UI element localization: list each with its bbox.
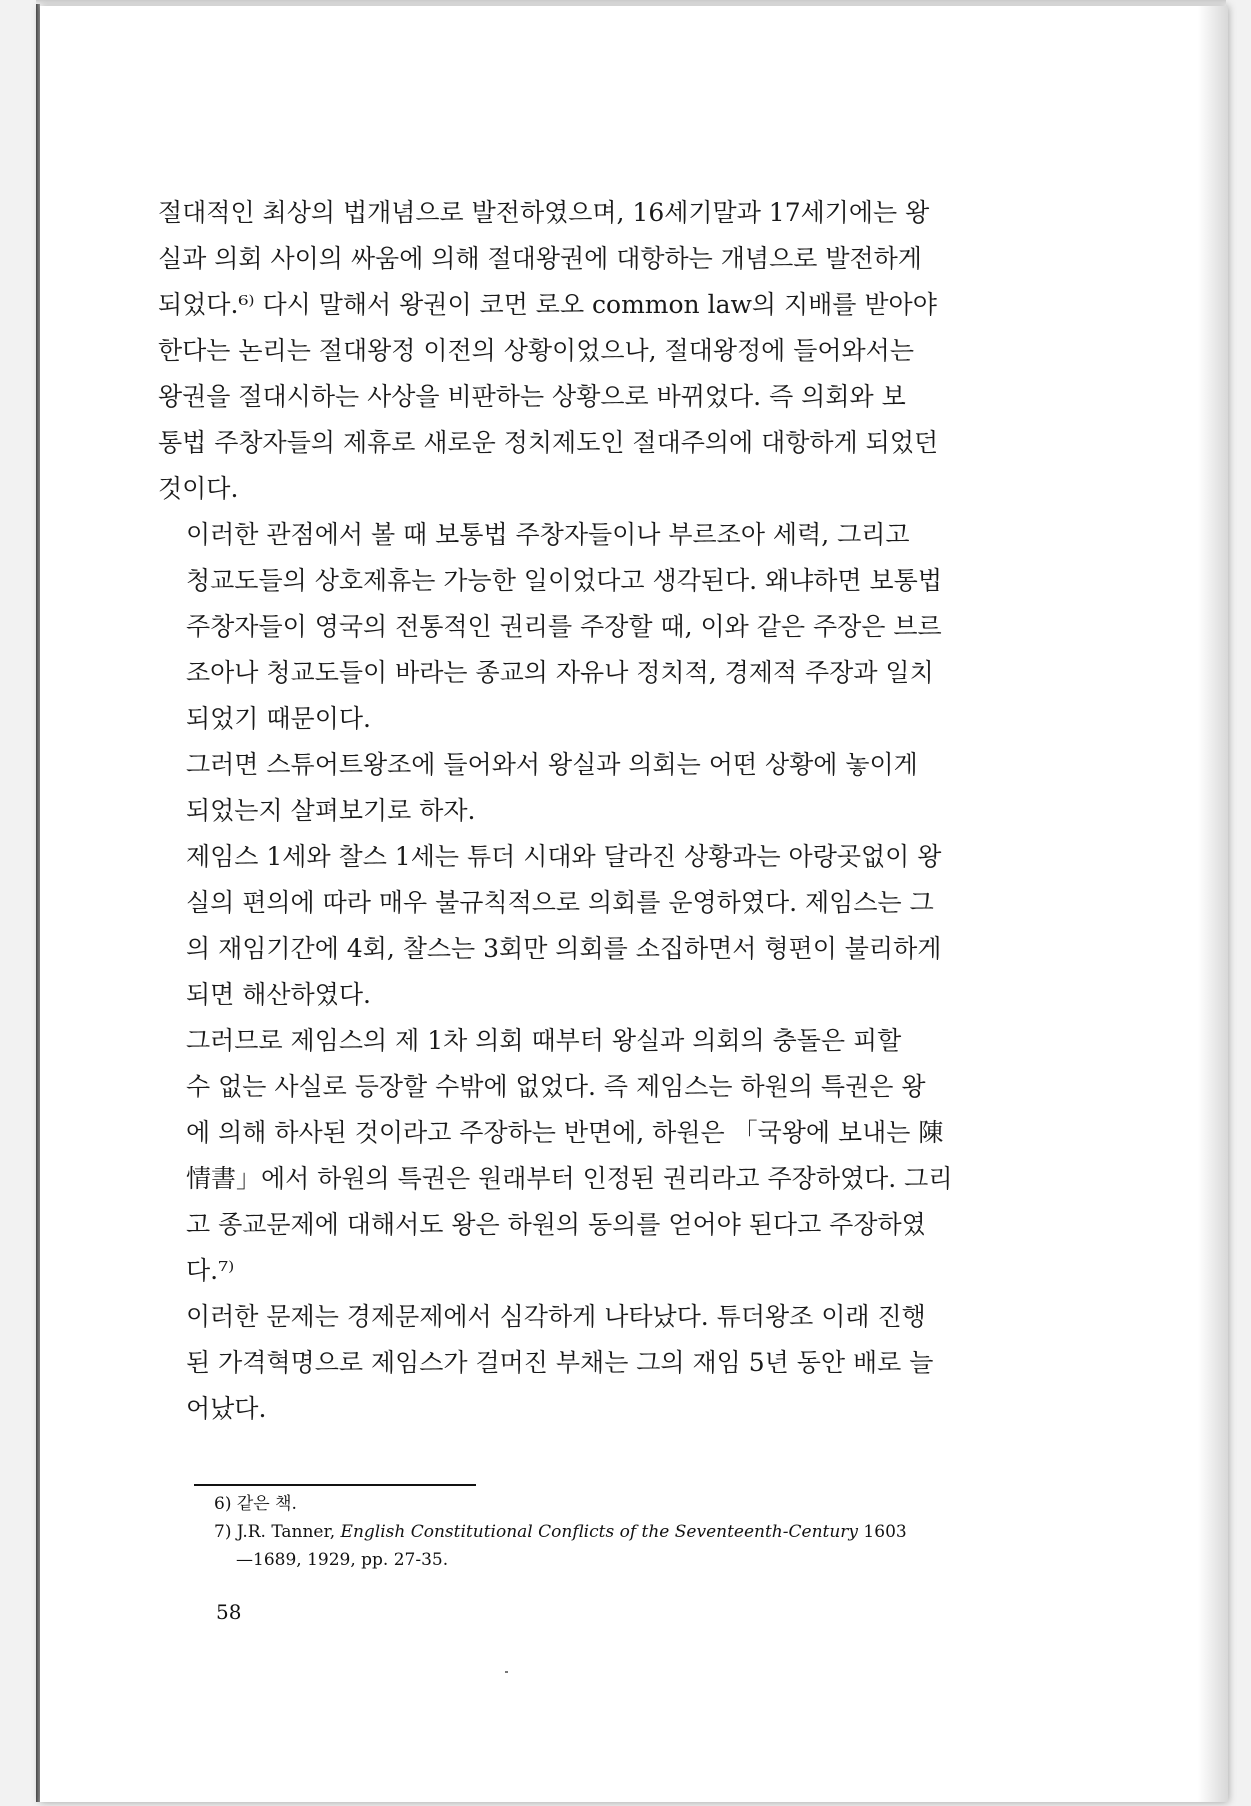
paragraph-3 [158,742,1092,834]
page-number: 58 [216,1600,242,1624]
paragraph-2 [158,512,1092,742]
footnote-7-year: 1603 [858,1522,907,1542]
text-line: 이러한 관점에서 볼 때 보통법 주창자들이나 부르조아 세력, 그리고 [186,520,910,549]
footnote-7-continuation: —1689, 1929, pp. 27-35. [236,1550,449,1570]
footnote-6: 6) 같은 책. [214,1494,297,1514]
scan-speck [505,1671,508,1673]
text-line: 수 없는 사실로 등장할 수밖에 없었다. 즉 제임스는 하원의 특권은 왕 [186,1072,926,1101]
text-line: 것이다. [158,474,239,503]
text-line: 실과 의회 사이의 싸움에 의해 절대왕권에 대항하는 개념으로 발전하게 [158,244,922,273]
footnote-7 [214,1518,1114,1546]
text-line: 그러므로 제임스의 제 1차 의회 때부터 왕실과 의회의 충돌은 피할 [186,1026,902,1055]
text-line: 의 재임기간에 4회, 찰스는 3회만 의회를 소집하면서 형편이 불리하게 [186,934,942,963]
text-line: 절대적인 최상의 법개념으로 발전하였으며, 16세기말과 17세기에는 왕 [158,198,930,227]
body-text [158,190,1092,1432]
footnote-7-title: English Constitutional Conflicts of the Seventeenth-Century [340,1522,859,1542]
footnotes [214,1490,1114,1574]
text-line: 이러한 문제는 경제문제에서 심각하게 나타났다. 튜더왕조 이래 진행 [186,1302,926,1331]
text-line: 실의 편의에 따라 매우 불규칙적으로 의회를 운영하였다. 제임스는 그 [186,888,934,917]
text-line: 다.⁷⁾ [186,1256,235,1285]
paragraph-1 [158,190,1092,512]
text-line: 청교도들의 상호제휴는 가능한 일이었다고 생각된다. 왜냐하면 보통법 [186,566,942,595]
text-line: 된 가격혁명으로 제임스가 걸머진 부채는 그의 재임 5년 동안 배로 늘 [186,1348,934,1377]
text-line: 되었다.⁶⁾ 다시 말해서 왕권이 코먼 로오 common law의 지배를 받아야 [158,290,937,319]
text-line: 어났다. [186,1394,267,1423]
text-line: 주창자들이 영국의 전통적인 권리를 주장할 때, 이와 같은 주장은 브르 [186,612,942,641]
paragraph-5 [158,1018,1092,1294]
footnote-divider [194,1484,476,1486]
text-line: 情書」에서 하원의 특권은 원래부터 인정된 권리라고 주장하였다. 그리 [186,1164,953,1193]
text-line: 그러면 스튜어트왕조에 들어와서 왕실과 의회는 어떤 상황에 놓이게 [186,750,918,779]
text-line: 되면 해산하였다. [186,980,371,1009]
text-line: 조아나 청교도들이 바라는 종교의 자유나 정치적, 경제적 주장과 일치 [186,658,934,687]
text-line: 고 종교문제에 대해서도 왕은 하원의 동의를 얻어야 된다고 주장하였 [186,1210,926,1239]
page-gutter-shadow [1198,6,1228,1802]
text-line: 에 의해 하사된 것이라고 주장하는 반면에, 하원은 「국왕에 보내는 陳 [186,1118,944,1147]
text-line: 통법 주창자들의 제휴로 새로운 정치제도인 절대주의에 대항하게 되었던 [158,428,939,457]
text-line: 되었기 때문이다. [186,704,371,733]
paragraph-6 [158,1294,1092,1432]
text-line: 되었는지 살펴보기로 하자. [186,796,476,825]
text-line: 제임스 1세와 찰스 1세는 튜더 시대와 달라진 상황과는 아랑곳없이 왕 [186,842,942,871]
text-line: 왕권을 절대시하는 사상을 비판하는 상황으로 바뀌었다. 즉 의회와 보 [158,382,906,411]
text-line: 한다는 논리는 절대왕정 이전의 상황이었으나, 절대왕정에 들어와서는 [158,336,914,365]
paragraph-4 [158,834,1092,1018]
footnote-7-author: 7) J.R. Tanner, [214,1522,341,1542]
